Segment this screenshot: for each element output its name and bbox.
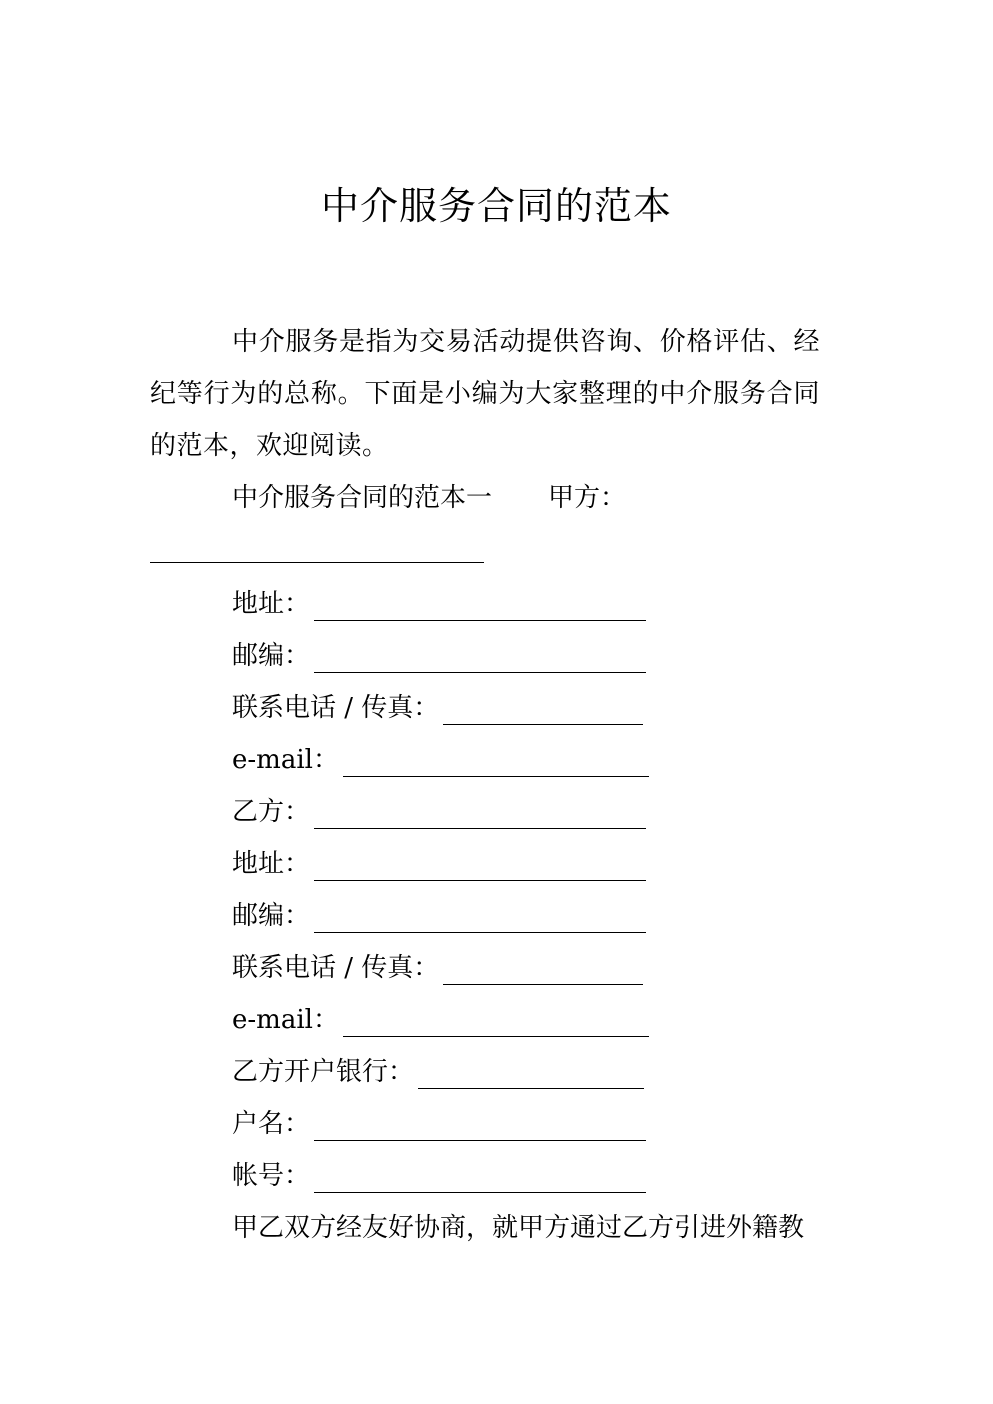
- party-a-label: 甲方：: [548, 483, 627, 513]
- fill-in-blank: [443, 682, 643, 725]
- fill-in-blank: [314, 578, 646, 621]
- closing-text: 甲乙双方经友好协商，就甲方通过乙方引进外籍教: [232, 1213, 805, 1243]
- fill-in-blank: [418, 1046, 644, 1089]
- field-label: 户名：: [232, 1109, 311, 1139]
- party-b-address-field: [232, 838, 646, 890]
- closing-line: [150, 1202, 804, 1254]
- field-label: e-mail：: [232, 1005, 339, 1035]
- fill-in-blank: [314, 786, 646, 829]
- field-label: 乙方开户银行：: [232, 1057, 415, 1087]
- party-b-phone-fax-field: [232, 942, 643, 994]
- fill-in-blank: [314, 890, 646, 933]
- section-heading: 中介服务合同的范本一: [232, 483, 493, 513]
- fill-in-blank: [314, 1150, 646, 1193]
- fill-in-blank: [443, 942, 643, 985]
- party-b-postcode-field: [232, 890, 646, 942]
- party-a-email-field: [232, 734, 649, 786]
- document-title: 中介服务合同的范本: [320, 184, 672, 228]
- fill-in-blank: [343, 994, 649, 1037]
- field-label: 邮编：: [232, 641, 311, 671]
- account-name-field: [232, 1098, 646, 1150]
- account-number-field: [232, 1150, 646, 1202]
- intro-paragraph: 中介服务是指为交易活动提供咨询、价格评估、经纪等行为的总称。下面是小编为大家整理的中介服务合同的范本，欢迎阅读。: [150, 327, 820, 461]
- field-label: 联系电话 / 传真：: [232, 953, 440, 983]
- fill-in-blank: [314, 1098, 646, 1141]
- field-label: 邮编：: [232, 901, 311, 931]
- field-label: 地址：: [232, 849, 311, 879]
- party-a-postcode-field: [232, 630, 646, 682]
- party-b-name-field: [232, 786, 646, 838]
- field-label: 联系电话 / 传真：: [232, 693, 440, 723]
- section-heading-line: [150, 472, 626, 524]
- party-a-phone-fax-field: [232, 682, 643, 734]
- field-label: 乙方：: [232, 797, 311, 827]
- fill-in-blank: [314, 838, 646, 881]
- party-a-address-field: [232, 578, 646, 630]
- party-b-bank-field: [232, 1046, 644, 1098]
- party-a-name-blank: [150, 562, 484, 563]
- fill-in-blank: [343, 734, 649, 777]
- field-label: 帐号：: [232, 1161, 311, 1191]
- party-b-email-field: [232, 994, 649, 1046]
- fill-in-blank: [314, 630, 646, 673]
- field-label: 地址：: [232, 589, 311, 619]
- field-label: e-mail：: [232, 745, 339, 775]
